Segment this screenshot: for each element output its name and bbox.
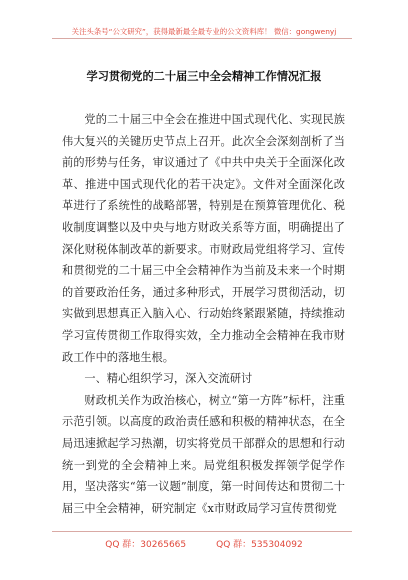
footer-qq-group-1: QQ 群：30265665	[105, 540, 187, 550]
document-title: 学习贯彻党的二十届三中全会精神工作情况汇报	[86, 70, 322, 83]
header-promo-text: 关注头条号“公文研究”，获得最新最全最专业的公文资料库！ 微信：gongwenyj	[71, 27, 337, 36]
body-paragraph: 党的二十届三中全会在推进中国式现代化、实现民族伟大复兴的关键历史节点上召开。此次全会深刻剖析了当前的形势与任务，审议通过了《中共中央关于全面深化改革、推进中国式现代化的若干决定》。文件对全面深化改革进行了系统性的战略部署，特别是在预算管理优化、税收制度调整以及中央与地方财政关系等方面，明确提出了深化财税体制改革的新要求。市财政局党组将学习、宣传和贯彻党的二十届三中全会精神作为当前及未来一个时期的首要政治任务，通过多种形式，开展学习贯彻活动，切实做到思想真正入脑入心、行动始终紧跟紧随，持续推动学习宣传贯彻工作取得实效，全力推动全会精神在我市财政工作中的落地生根。	[62, 113, 345, 364]
footer-contact	[0, 537, 408, 550]
header-divider	[52, 38, 352, 39]
footer-qq-group-2: QQ 群：535304092	[216, 540, 303, 550]
document-body	[62, 109, 345, 519]
footer-divider	[52, 531, 352, 532]
body-paragraph: 财政机关作为政治核心，树立“第一方阵”标杆，注重示范引领。以高度的政治责任感和积极的精神状态，在全局迅速掀起学习热潮，切实将党员干部群众的思想和行动统一到党的全会精神上来。局党组积极发挥领学促学作用，坚决落实“第一议题”制度，第一时间传达和贯彻二十届三中全会精神，研究制定《x市财政局学习宣传贯彻党	[62, 393, 345, 515]
section-heading: 一、精心组织学习，深入交流研讨	[84, 372, 253, 386]
